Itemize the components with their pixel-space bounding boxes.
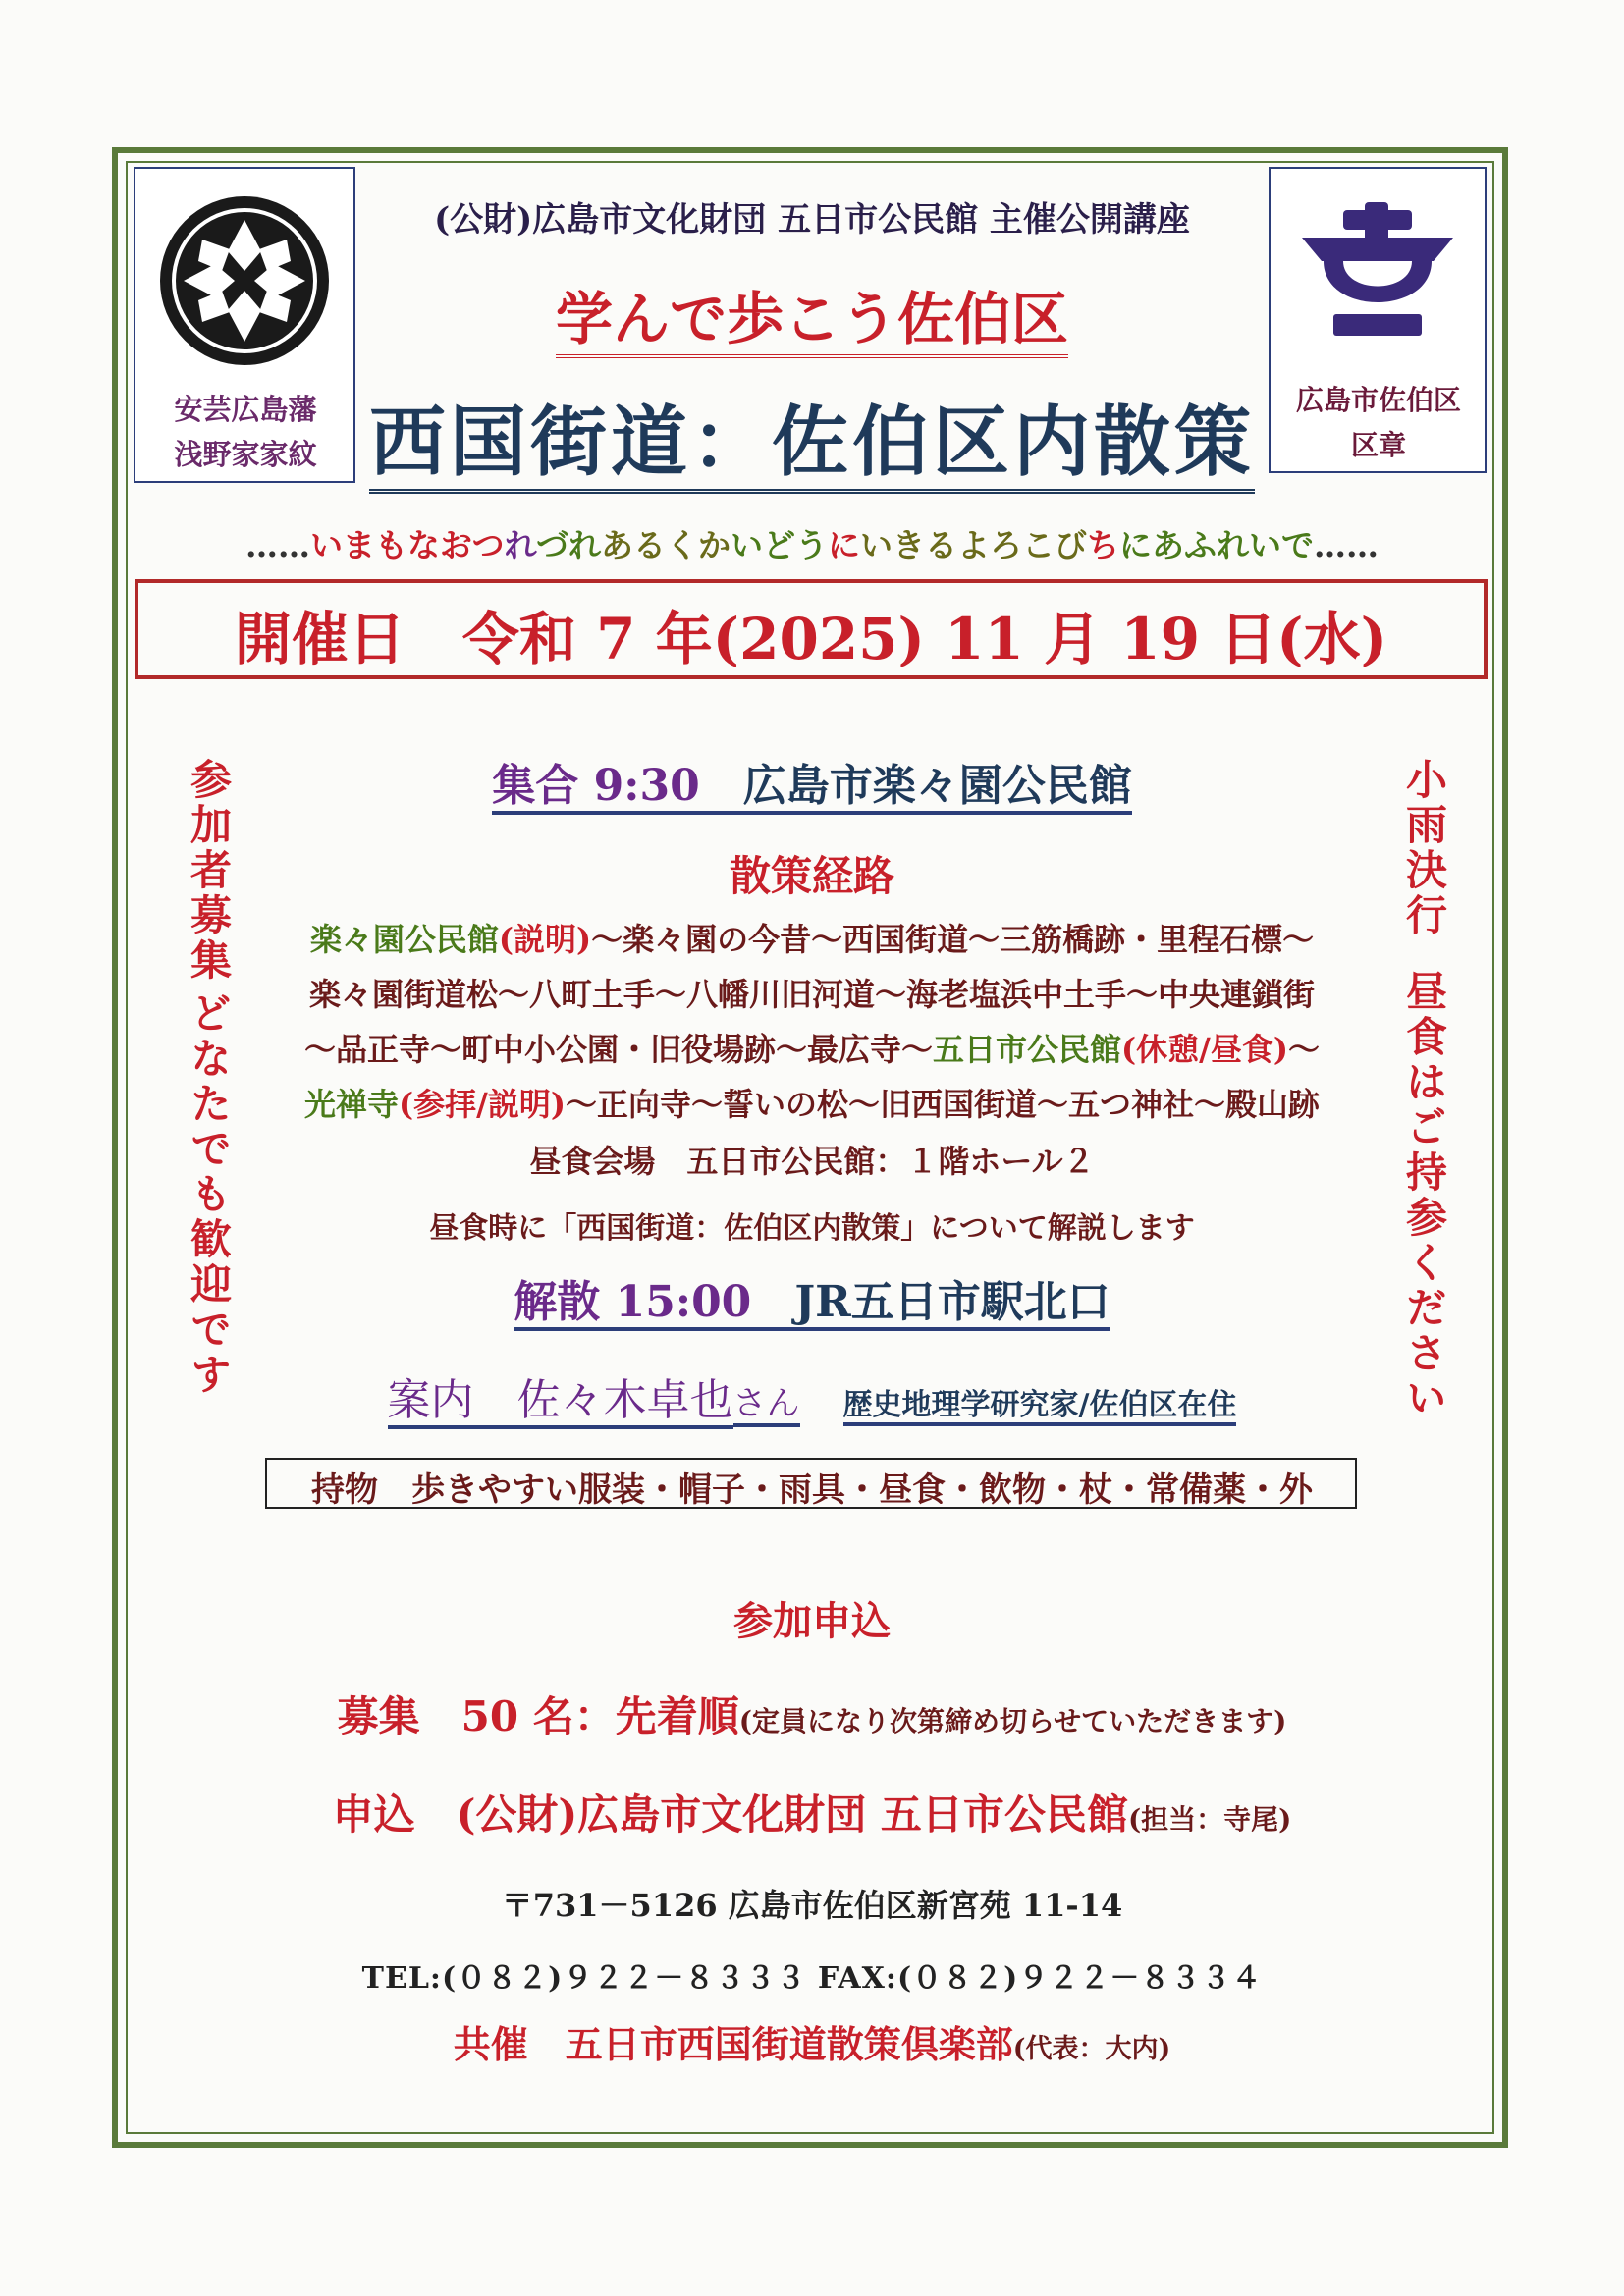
address: 〒731－5126 広島市佐伯区新宮苑 11-14 xyxy=(501,1887,1123,1924)
tagline-segment: れ xyxy=(504,526,536,564)
guide-label: 案内 佐々木卓也 xyxy=(388,1375,733,1429)
items-line xyxy=(255,1463,1369,1511)
recruit-label: 募集 50 名：先着順 xyxy=(337,1692,739,1740)
vertical-left-line2: どなたでも歓迎です xyxy=(185,991,233,1398)
route-line-4: 光禅寺(参拝/説明)～正向寺～誓いの松～旧西国街道～五つ神社～殿山跡 xyxy=(303,1086,1320,1123)
apply-label: 申込 (公財)広島市文化財団 五日市公民館 xyxy=(332,1790,1128,1839)
dismissal-place: JR五日市駅北口 xyxy=(794,1277,1110,1331)
route-line-2: 楽々園街道松～八町土手～八幡川旧河道～海老塩浜中土手～中央連鎖街 xyxy=(308,976,1315,1013)
apply-line xyxy=(255,1783,1369,1842)
organizer-line: (公財)広島市文化財団 五日市公民館 主催公開講座 xyxy=(434,200,1190,240)
guide-affiliation: 歴史地理学研究家/佐伯区在住 xyxy=(843,1388,1237,1426)
lunch-venue: 昼食会場 五日市公民館：１階ホール２ xyxy=(529,1143,1095,1180)
tagline-segment: あるくか xyxy=(601,526,731,564)
vertical-left-line1: 参加者募集 xyxy=(185,758,233,984)
tagline-segment: いきるよろこび xyxy=(860,526,1087,564)
dismissal-label: 解散 15:00 xyxy=(514,1277,751,1331)
ward-label-line1: 広島市佐伯区 xyxy=(1295,384,1461,416)
tagline-segment: に xyxy=(828,526,860,564)
vertical-right-line2: 昼食はご持参ください xyxy=(1400,970,1448,1421)
phone-fax: TEL:(０８２)９２２－８３３３ FAX:(０８２)９２２－８３３４ xyxy=(361,1961,1263,1996)
tagline-segment: いまもなおつ xyxy=(309,526,505,564)
recruit-line xyxy=(255,1684,1369,1743)
event-date: 開催日 令和 7 年(2025) 11 月 19 日(水) xyxy=(234,606,1388,672)
tagline-segment: いどう xyxy=(731,526,828,564)
cohost-note: (代表：大内) xyxy=(1012,2034,1171,2064)
assembly-line xyxy=(255,750,1369,813)
lunch-note: 昼食時に「西国街道：佐伯区内散策」について解説します xyxy=(429,1211,1195,1246)
vertical-right-line1: 小雨決行 xyxy=(1400,758,1448,938)
tagline-segment: にあふれいで xyxy=(1119,526,1314,564)
page-title: 西国街道：佐伯区内散策 xyxy=(295,381,1329,491)
recruit-note: (定員になり次第締め切らせていただきます) xyxy=(738,1705,1287,1737)
tagline xyxy=(137,520,1487,566)
tagline-segment: ち xyxy=(1087,526,1119,564)
route-line-1: 楽々園公民館(説明)～楽々園の今昔～西国街道～三筋橋跡・里程石標～ xyxy=(309,921,1315,958)
tagline-segment: づれ xyxy=(536,526,601,564)
assembly-label: 集合 9:30 xyxy=(492,761,699,815)
cohost-label: 共催 五日市西国街道散策倶楽部 xyxy=(453,2022,1013,2066)
dismissal-line xyxy=(255,1266,1369,1329)
application-heading: 参加申込 xyxy=(733,1598,891,1644)
ward-label-line2: 区章 xyxy=(1350,429,1406,461)
tagline-dots-left: …… xyxy=(244,526,310,564)
crest-label-line2: 浅野家家紋 xyxy=(174,438,317,471)
items-text: 歩きやすい服装・帽子・雨具・昼食・飲物・杖・常備薬・外 xyxy=(411,1470,1313,1510)
items-label: 持物 xyxy=(311,1470,378,1510)
guide-line xyxy=(255,1364,1369,1427)
assembly-place: 広島市楽々園公民館 xyxy=(743,761,1132,815)
apply-note: (担当：寺尾) xyxy=(1127,1803,1292,1836)
route-line-3: ～品正寺～町中小公園・旧役場跡～最広寺～五日市公民館(休憩/昼食)～ xyxy=(303,1031,1321,1068)
tagline-dots-right: …… xyxy=(1314,526,1379,564)
tagline-text xyxy=(310,526,1314,564)
cohost-line xyxy=(255,2014,1369,2068)
guide-honorific: さん xyxy=(733,1384,800,1427)
route-heading: 散策経路 xyxy=(729,852,894,900)
subtitle: 学んで歩こう佐伯区 xyxy=(295,273,1329,355)
crest-label-line1: 安芸広島藩 xyxy=(174,393,317,426)
